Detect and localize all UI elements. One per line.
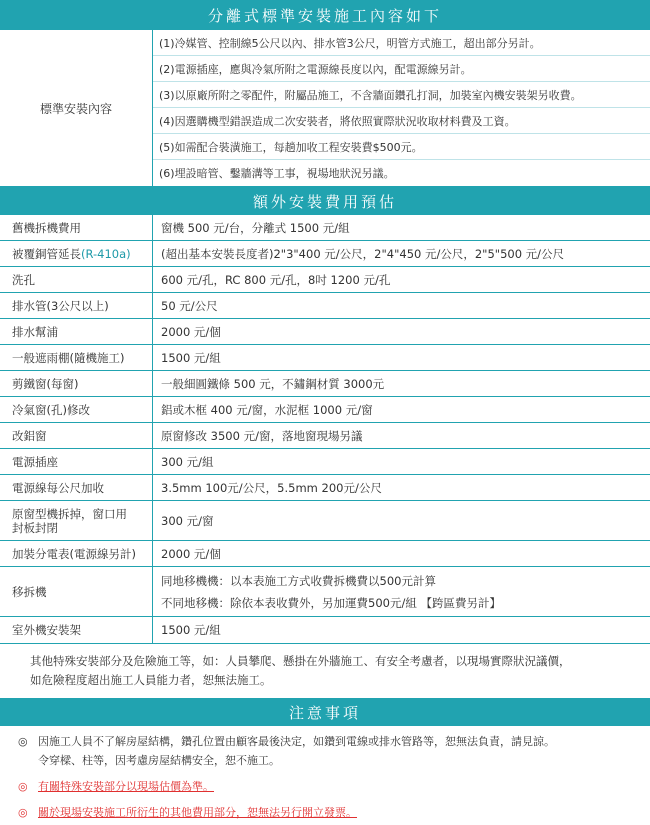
fee-item-name: 剪鐵窗(每窗)	[0, 371, 153, 396]
fee-item-value: 2000 元/個	[161, 546, 221, 561]
caution-item	[18, 803, 650, 822]
fee-item-name	[0, 241, 153, 266]
fee-item-name: 電源插座	[0, 449, 153, 474]
caution-title: 注意事項	[288, 703, 361, 722]
standard-installation-label: 標準安裝內容	[0, 30, 153, 186]
fee-item-name: 一般遮雨棚(隨機施工)	[0, 345, 153, 370]
fee-item-name: 電源線每公尺加收	[0, 475, 153, 500]
bullet-icon: ◎	[18, 806, 28, 819]
standard-installation-table	[0, 30, 650, 187]
fee-item-value: 1500 元/組	[161, 623, 221, 637]
fee-item-name: 加裝分電表(電源線另計)	[0, 541, 153, 566]
caution-text: 關於現場安裝施工所衍生的其他費用部分，恕無法另行開立發票。	[38, 806, 357, 819]
fee-row	[0, 371, 650, 397]
fee-row	[0, 501, 650, 541]
fee-row	[0, 293, 650, 319]
standard-installation-items	[153, 30, 650, 186]
standard-item-3: (3)以原廠所附之零配件，附屬品施工，不含牆面鑽孔打洞，加裝室內機安裝架另收費。	[153, 82, 650, 108]
caution-list	[0, 726, 650, 822]
caution-text: 因施工人員不了解房屋結構，鑽孔位置由顧客最後決定，如鑽到電線或排水管路等，恕無法負責，請見諒。	[38, 735, 555, 748]
caution-text: 有關特殊安裝部分以現場估價為準。	[38, 780, 214, 793]
extra-fee-title: 額外安裝費用預估	[252, 192, 397, 211]
standard-installation-banner	[0, 0, 650, 30]
fee-item-value: 3.5mm 100元/公尺，5.5mm 200元/公尺	[161, 480, 382, 495]
fee-row	[0, 475, 650, 501]
fee-row	[0, 241, 650, 267]
special-installation-note	[0, 644, 650, 698]
fee-row	[0, 397, 650, 423]
special-note-line: 其他特殊安裝部分及危險施工等，如：人員攀爬、懸掛在外牆施工、有安全考慮者，以現場實際狀況議價，	[30, 654, 571, 668]
standard-item-6: (6)埋設暗管、鑿牆溝等工事，視場地狀況另議。	[159, 167, 395, 180]
fee-item-name: 室外機安裝架	[0, 617, 153, 643]
extra-fee-table	[0, 215, 650, 644]
fee-row	[0, 267, 650, 293]
standard-item-4: (4)因選購機型錯誤造成二次安裝者，將依照實際狀況收取材料費及工資。	[153, 108, 650, 134]
standard-item-1: (1)冷媒管、控制線5公尺以內、排水管3公尺，明管方式施工，超出部分另計。	[153, 30, 650, 56]
fee-row	[0, 345, 650, 371]
fee-item-value: (超出基本安裝長度者)2"3"400 元/公尺，2"4"450 元/公尺，2"5"500 元/公尺	[161, 246, 565, 261]
fee-row	[0, 567, 650, 617]
fee-row	[0, 319, 650, 345]
fee-item-name-main: 被覆銅管延長	[12, 246, 81, 261]
fee-row	[0, 617, 650, 644]
fee-row	[0, 215, 650, 241]
fee-item-value: 窗機 500 元/台，分離式 1500 元/組	[161, 220, 350, 235]
fee-item-name: 排水幫浦	[0, 319, 153, 344]
fee-item-name: 原窗型機拆掉，窗口用封板封閉	[0, 501, 153, 540]
extra-fee-banner	[0, 187, 650, 215]
caution-item	[18, 732, 650, 770]
fee-item-value: 一般細圓鐵條 500 元，不鏽鋼材質 3000元	[161, 376, 385, 391]
fee-item-name: 改鋁窗	[0, 423, 153, 448]
fee-row	[0, 541, 650, 567]
fee-item-value: 1500 元/組	[161, 350, 221, 365]
relocation-different-site: 不同地移機：除依本表收費外，另加運費500元/組 【跨區費另計】	[161, 595, 501, 610]
fee-item-value	[153, 567, 650, 616]
fee-item-value: 300 元/窗	[161, 513, 214, 528]
fee-item-value: 鋁或木框 400 元/窗，水泥框 1000 元/窗	[161, 402, 373, 417]
relocation-same-site: 同地移機機：以本表施工方式收費拆機費以500元計算	[161, 573, 436, 588]
fee-item-value: 2000 元/個	[161, 324, 221, 339]
fee-item-name: 排水管(3公尺以上)	[0, 293, 153, 318]
fee-item-name: 舊機拆機費用	[0, 215, 153, 240]
fee-item-value: 600 元/孔，RC 800 元/孔，8吋 1200 元/孔	[161, 272, 391, 287]
standard-installation-title: 分離式標準安裝施工內容如下	[207, 6, 442, 25]
fee-item-value: 50 元/公尺	[161, 298, 218, 313]
bullet-icon: ◎	[18, 780, 28, 793]
standard-item-2: (2)電源插座，應與冷氣所附之電源線長度以內，配電源線另計。	[153, 56, 650, 82]
fee-item-name: 移拆機	[0, 567, 153, 616]
fee-item-value: 原窗修改 3500 元/窗，落地窗現場另議	[161, 428, 363, 443]
special-note-line: 如危險程度超出施工人員能力者，恕無法施工。	[30, 673, 272, 687]
standard-item-5: (5)如需配合裝潢施工，每趟加收工程安裝費$500元。	[153, 134, 650, 160]
fee-item-name: 冷氣窗(孔)修改	[0, 397, 153, 422]
refrigerant-type-label: (R-410a)	[81, 246, 131, 261]
fee-row	[0, 423, 650, 449]
caution-banner	[0, 698, 650, 726]
caution-item	[18, 777, 650, 796]
caution-text: 令穿樑、柱等，因考慮房屋結構安全，恕不施工。	[38, 754, 280, 767]
fee-item-name: 洗孔	[0, 267, 153, 292]
fee-item-value: 300 元/組	[161, 454, 214, 469]
fee-row	[0, 449, 650, 475]
bullet-icon: ◎	[18, 735, 28, 748]
